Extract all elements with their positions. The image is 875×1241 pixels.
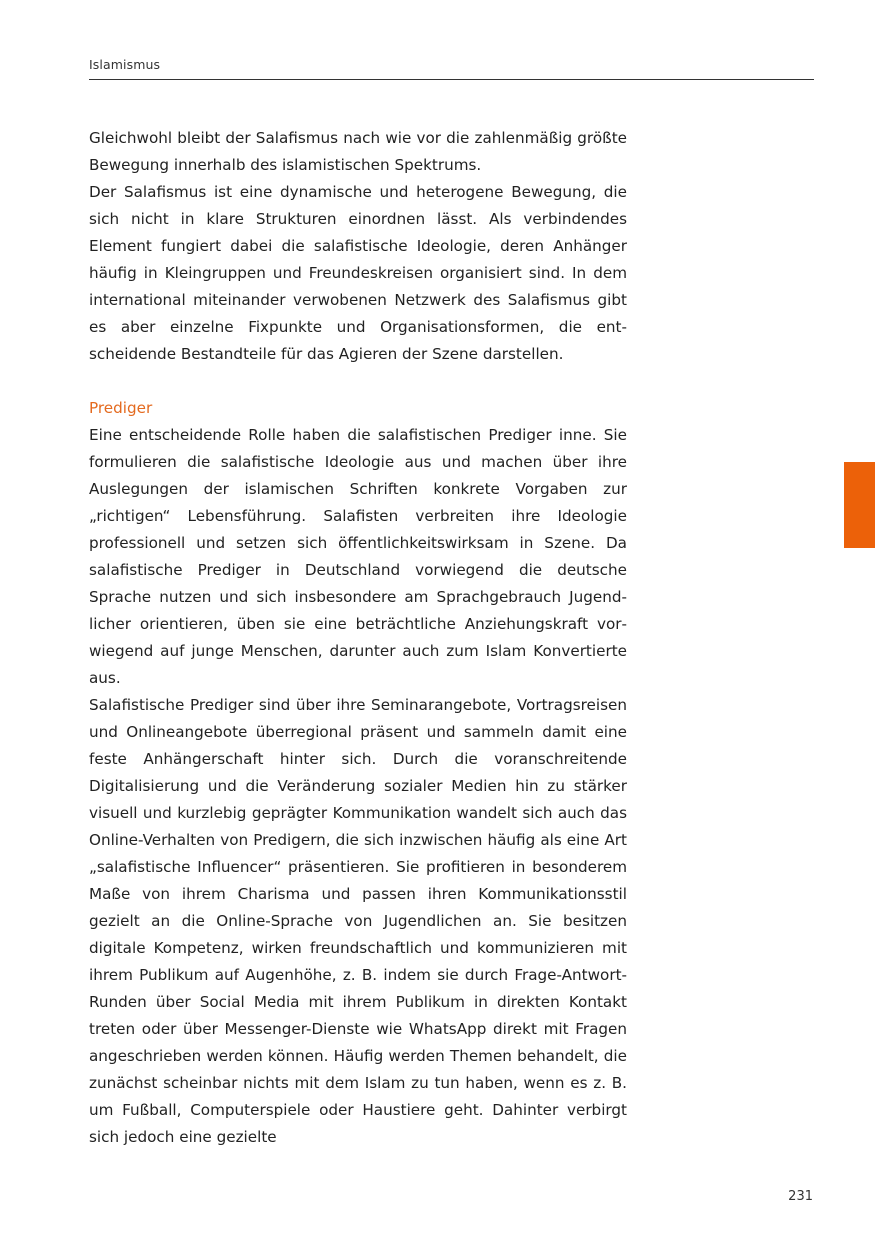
section-heading-prediger: Prediger xyxy=(89,399,153,417)
paragraph: Eine entscheidende Rolle haben die salafistischen Prediger inne. Sie formulieren die salafistische Ideologie aus und machen über ihre Auslegungen der islamischen Schriften konkrete Vorgaben zur „richtigen“ Lebensführung. Salafisten verbreiten ihre Ideologie professionell und setzen sich öffentlichkeitswirksam in Szene. Da salafistische Prediger in Deutschland vorwiegend die deutsche Sprache nutzen und sich insbesondere am Sprachgebrauch Jugendlicher orientieren, üben sie eine beträchtliche Anziehungskraft vorwiegend auf junge Menschen, darunter auch zum Islam Konvertierte aus. xyxy=(89,426,627,687)
page-number: 231 xyxy=(788,1189,813,1204)
paragraph: Der Salafismus ist eine dynamische und heterogene Bewegung, die sich nicht in klare Strukturen einordnen lässt. Als verbindendes Element fungiert dabei die salafistische Ideologie, deren Anhänger häufig in Kleingruppen und Freundeskreisen organisiert sind. In dem international miteinander verwobenen Netzwerk des Salafismus gibt es aber einzelne Fixpunkte und Organisationsformen, die entscheidende Bestandteile für das Agieren der Szene darstellen. xyxy=(89,183,627,363)
body-text xyxy=(89,125,627,1151)
chapter-side-tab xyxy=(844,462,875,548)
paragraph: Gleichwohl bleibt der Salafismus nach wie vor die zahlenmäßig größte Bewegung innerhalb des islamistischen Spektrums. xyxy=(89,129,627,174)
header-rule xyxy=(89,79,814,80)
paragraph: Salafistische Prediger sind über ihre Seminarangebote, Vortragsreisen und Onlineangebote überregional präsent und sammeln damit eine feste Anhängerschaft hinter sich. Durch die voranschreitende Digitalisierung und die Veränderung sozialer Medien hin zu stärker visuell und kurzlebig geprägter Kommunikation wandelt sich auch das Online-Verhalten von Predigern, die sich inzwischen häufig als eine Art „salafistische Influencer“ präsentieren. Sie profitieren in besonderem Maße von ihrem Charisma und passen ihren Kommunikationsstil gezielt an die Online-Sprache von Jugendlichen an. Sie besitzen digitale Kompetenz, wirken freundschaftlich und kommunizieren mit ihrem Publikum auf Augenhöhe, z. B. indem sie durch Frage-Antwort-Runden über Social Media mit ihrem Publikum in direkten Kontakt treten oder über Messenger-Dienste wie WhatsApp direkt mit Fragen angeschrieben werden können. Häufig werden Themen behandelt, die zunächst scheinbar nichts mit dem Islam zu tun haben, wenn es z. B. um Fußball, Computerspiele oder Haustiere geht. Dahinter verbirgt sich jedoch eine gezielte xyxy=(89,696,627,1146)
running-header: Islamismus xyxy=(89,57,161,72)
